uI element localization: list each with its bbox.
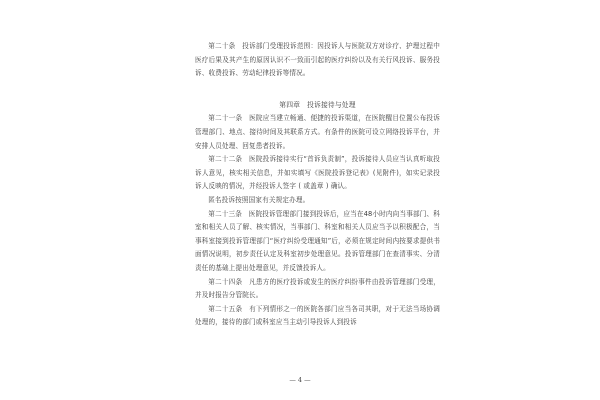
article-23: 第二十三条 医院投诉管理部门接到投诉后，应当在48小时内向当事部门、科室和相关人员了解、核实情况，当事部门、科室和相关人员应当予以积极配合，当事科室接到投诉管理部门“医疗纠纷受理通知”后，必须在规定时间内按要求提供书面情况说明，初步责任认定及科室初步处理意见。投诉管理部门在查清事实、分清责任的基础上提出处理意见，并反馈投诉人。 [195,209,440,272]
article-25: 第二十五条 有下列情形之一的医院各部门应当各司其职，对于无法当场协调处理的，接待的部门或科室应当主动引导投诉人到投诉 [195,304,440,327]
page-number: — 4 — [289,376,311,384]
article-20: 第二十条 投诉部门受理投诉范围：因投诉人与医院双方对诊疗、护理过程中医疗后果及其产生的原因认识不一致而引起的医疗纠纷以及有关行风投诉、服务投诉、收费投诉、劳动纪律投诉等情况。 [195,42,440,78]
chapter-heading: 第四章 投诉接待与处理 [279,100,356,109]
anonymous-complaints-note: 匿名投诉按照国家有关规定办理。 [208,195,310,204]
article-21: 第二十一条 医院应当建立畅通、便捷的投诉渠道，在医院醒目位置公布投诉管理部门、地点、接待时间及其联系方式。有条件的医院可设立网络投诉平台，并安排人员处理、回复患者投诉。 [195,114,440,150]
article-24: 第二十四条 凡患方的医疗投诉或发生的医疗纠纷事件由投诉管理部门受理，并及时报告分管院长。 [195,277,440,300]
document-body [195,40,440,330]
article-22: 第二十二条 医院投诉接待实行“首诉负责制”，投诉接待人员应当认真听取投诉人意见，核实相关信息，并如实填写《医院投诉登记表》(见附件)，如实记录投诉人反映的情况，并经投诉人签字 ( 或盖章 ) 确认。 [195,155,440,191]
section-gap [195,81,440,99]
